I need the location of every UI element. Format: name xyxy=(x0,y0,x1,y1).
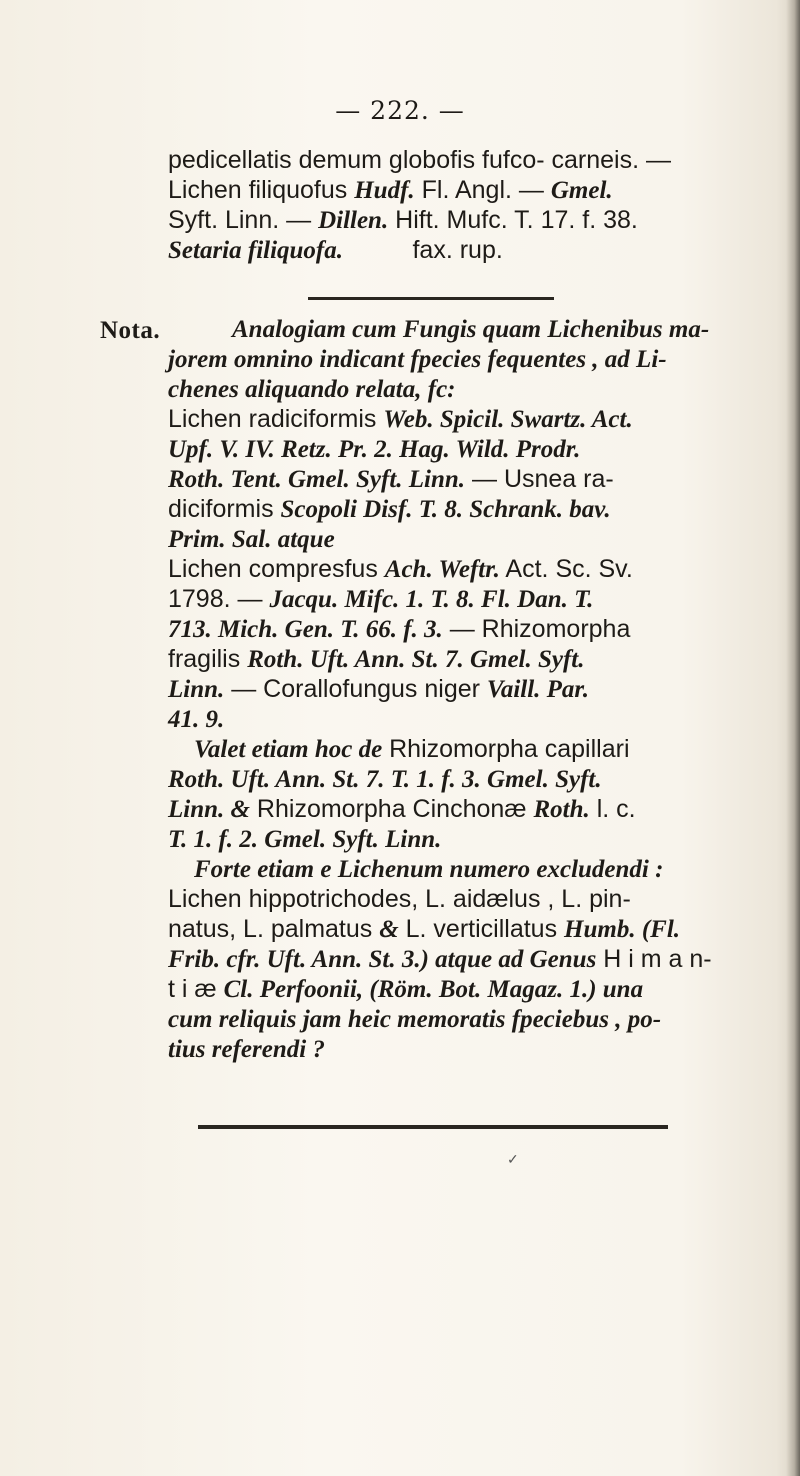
italic-segment: 41. 9. xyxy=(168,706,225,733)
italic-segment: Setaria filiquofa. xyxy=(168,237,344,264)
text-segment: Rhizomorpha capillari xyxy=(382,735,630,763)
text-segment: l. c. xyxy=(589,795,636,823)
nota-line xyxy=(168,524,772,554)
nota-line xyxy=(168,554,772,584)
italic-segment: Roth. Uft. Ann. St. 7. Gmel. Syft. xyxy=(247,646,585,673)
nota-line xyxy=(168,584,772,614)
nota-line xyxy=(168,704,772,734)
nota-line xyxy=(232,314,772,344)
italic-segment: jorem omnino indicant fpecies fequentes , ad Li- xyxy=(168,346,667,373)
italic-segment: Ach. Weftr. xyxy=(384,556,500,583)
text-segment: natus, L. palmatus xyxy=(168,915,380,943)
nota-line xyxy=(168,494,772,524)
italic-segment: Analogiam cum Fungis quam Lichenibus ma- xyxy=(232,316,710,343)
text-segment: fax. rup. xyxy=(343,236,503,264)
text-segment: Rhizomorpha Cinchonæ xyxy=(249,795,534,823)
entry-text xyxy=(168,145,774,265)
nota-line xyxy=(168,344,772,374)
nota-line xyxy=(168,854,772,884)
italic-segment: Vaill. Par. xyxy=(486,676,590,703)
italic-segment: T. 1. f. 2. Gmel. Syft. Linn. xyxy=(168,826,442,853)
italic-segment: Prim. Sal. atque xyxy=(168,526,335,553)
nota-line xyxy=(168,614,772,644)
page-edge-shadow xyxy=(786,0,800,1476)
italic-segment: Jacqu. Mifc. 1. T. 8. Fl. Dan. T. xyxy=(269,586,594,613)
nota-text xyxy=(168,314,772,1064)
section-divider xyxy=(308,297,554,300)
text-segment: Fl. Angl. — xyxy=(414,176,551,204)
italic-segment: tius referendi ? xyxy=(168,1036,325,1063)
nota-line xyxy=(168,794,772,824)
italic-segment: cum reliquis jam heic memoratis fpeciebus , po- xyxy=(168,1006,662,1033)
text-segment: Lichen compresfus xyxy=(168,555,385,583)
italic-segment: Hudf. xyxy=(354,177,415,204)
text-segment: — Rhizomorpha xyxy=(442,615,631,643)
nota-line xyxy=(168,884,772,914)
text-segment: Hift. Mufc. T. 17. f. 38. xyxy=(388,206,638,234)
nota-label: Nota. xyxy=(100,317,161,344)
italic-segment: & xyxy=(379,916,399,943)
italic-segment: Humb. (Fl. xyxy=(564,916,681,943)
italic-segment: Valet etiam hoc de xyxy=(194,736,383,763)
nota-line xyxy=(168,1004,772,1034)
italic-segment: Forte etiam e Lichenum numero excludendi : xyxy=(194,856,664,883)
entry-line xyxy=(168,205,774,235)
nota-line xyxy=(168,914,772,944)
italic-segment: Web. Spicil. Swartz. Act. xyxy=(383,406,633,433)
text-segment: L. verticillatus xyxy=(398,915,565,943)
page-number: — 222. — xyxy=(335,96,465,125)
italic-segment: Gmel. xyxy=(550,177,613,204)
closing-rule xyxy=(198,1125,668,1129)
italic-segment: Dillen. xyxy=(318,207,389,234)
nota-line xyxy=(168,374,772,404)
text-segment: — Corallofungus niger xyxy=(224,675,487,703)
italic-segment: Upf. V. IV. Retz. Pr. 2. Hag. Wild. Prodr. xyxy=(168,436,581,463)
italic-segment: Roth. xyxy=(533,796,590,823)
text-segment: fragilis xyxy=(168,645,248,673)
italic-segment: 713. Mich. Gen. T. 66. f. 3. xyxy=(168,616,443,643)
nota-line xyxy=(168,824,772,854)
entry-line xyxy=(168,145,774,175)
text-segment: t i æ xyxy=(168,975,224,1003)
text-segment: Syft. Linn. — xyxy=(168,206,319,234)
text-segment: 1798. — xyxy=(168,585,270,613)
italic-segment: chenes aliquando relata, fc: xyxy=(168,376,456,403)
text-segment: — Usnea ra- xyxy=(465,465,614,493)
text-segment: Lichen radiciformis xyxy=(168,405,384,433)
italic-segment: Roth. Tent. Gmel. Syft. Linn. xyxy=(168,466,466,493)
text-segment: diciformis xyxy=(168,495,281,523)
text-segment: Lichen filiquofus xyxy=(168,176,355,204)
nota-line xyxy=(168,404,772,434)
text-segment: pedicellatis demum globofis fufco- carneis. — xyxy=(168,146,672,174)
nota-line xyxy=(168,674,772,704)
stray-mark: ✓ xyxy=(507,1152,519,1168)
nota-line xyxy=(168,1034,772,1064)
italic-segment: Cl. Perfoonii, (Röm. Bot. Magaz. 1.) una xyxy=(223,976,644,1003)
entry-line xyxy=(168,235,774,265)
nota-line xyxy=(168,764,772,794)
nota-line xyxy=(168,944,772,974)
nota-line xyxy=(168,644,772,674)
italic-segment: Scopoli Disf. T. 8. Schrank. bav. xyxy=(280,496,611,523)
italic-segment: Frib. cfr. Uft. Ann. St. 3.) atque ad Genus xyxy=(168,946,597,973)
italic-segment: Linn. xyxy=(168,676,225,703)
text-segment: Lichen hippotrichodes, L. aidælus , L. pin- xyxy=(168,885,631,913)
entry-line xyxy=(168,175,774,205)
text-segment: H i m a n- xyxy=(596,945,712,973)
nota-line xyxy=(168,734,772,764)
text-segment: Act. Sc. Sv. xyxy=(499,555,633,583)
nota-line xyxy=(168,464,772,494)
nota-line xyxy=(168,434,772,464)
italic-segment: Linn. & xyxy=(168,796,250,823)
nota-line xyxy=(168,974,772,1004)
italic-segment: Roth. Uft. Ann. St. 7. T. 1. f. 3. Gmel. Syft. xyxy=(168,766,602,793)
